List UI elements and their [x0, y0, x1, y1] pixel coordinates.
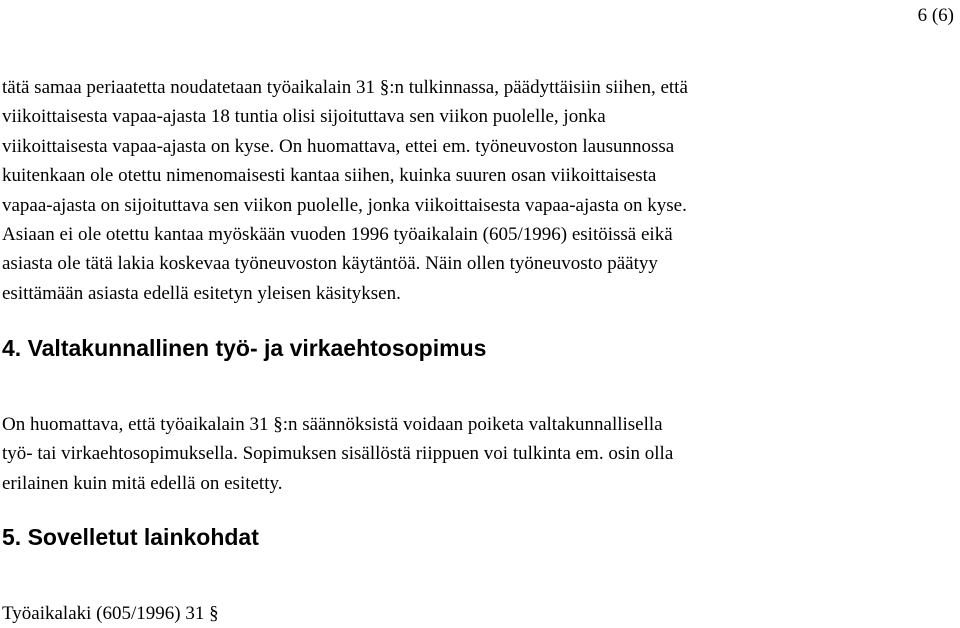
body-paragraph-interpretation: [2, 73, 947, 308]
text-line: esittämään asiasta edellä esitetyn yleisen käsityksen.: [2, 282, 401, 304]
text-line: On huomattava, että työaikalain 31 §:n säännöksistä voidaan poiketa valtakunnallisella: [2, 414, 663, 435]
text-line: vapaa-ajasta on sijoituttava sen viikon puolelle, jonka viikoittaisesta vapaa-ajasta on kyse.: [2, 194, 687, 216]
body-paragraph-collective-agreement: [2, 410, 947, 498]
page-number: 6 (6): [917, 5, 954, 26]
text-line: kuitenkaan ole otettu nimenomaisesti kantaa siihen, kuinka suuren osan viikoittaisesta: [2, 165, 657, 187]
text-line: viikoittaisesta vapaa-ajasta on kyse. On huomattava, ettei em. työneuvoston lausunnossa: [2, 135, 675, 157]
text-line: työ- tai virkaehtosopimuksella. Sopimuksen sisällöstä riippuen voi tulkinta em. osin olla: [2, 443, 674, 465]
text-line: Asiaan ei ole otettu kantaa myöskään vuoden 1996 työaikalain (605/1996) esitöissä eikä: [2, 224, 673, 246]
body-paragraph-applied-provisions: [2, 599, 947, 628]
text-line: tätä samaa periaatetta noudatetaan työaikalain 31 §:n tulkinnassa, päädyttäisiin siihen, että: [2, 77, 688, 98]
text-line: erilainen kuin mitä edellä on esitetty.: [2, 472, 283, 494]
section-heading-4: 4. Valtakunnallinen työ- ja virkaehtosopimus: [2, 335, 487, 361]
text-line: Työaikalaki (605/1996) 31 §: [2, 603, 219, 624]
text-line: asiasta ole tätä lakia koskevaa työneuvoston käytäntöä. Näin ollen työneuvosto päätyy: [2, 253, 658, 275]
text-line: viikoittaisesta vapaa-ajasta 18 tuntia olisi sijoituttava sen viikon puolelle, jonka: [2, 106, 606, 128]
section-heading-5: 5. Sovelletut lainkohdat: [2, 524, 259, 550]
